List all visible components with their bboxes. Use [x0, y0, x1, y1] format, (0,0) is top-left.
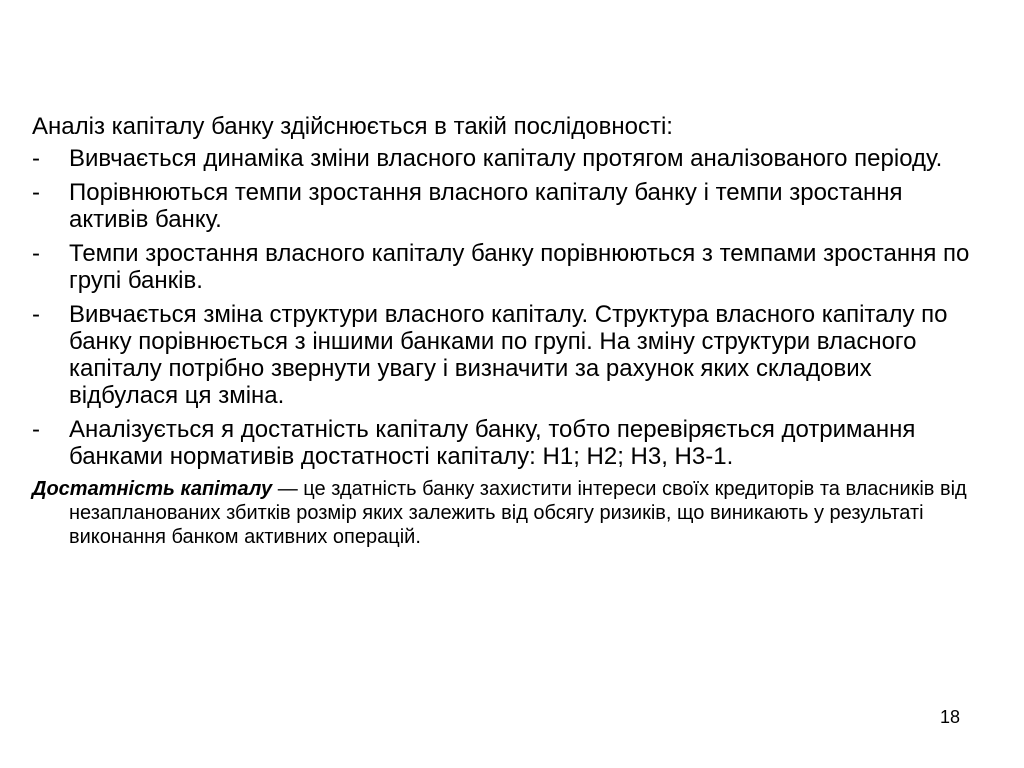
list-item	[32, 416, 972, 470]
definition-text: — це здатність банку захистити інтереси своїх кредиторів та власників від незапланованих збитків розмір яких залежить від обсягу ризиків, що виникають у результаті виконання банком активних операцій.	[69, 478, 967, 548]
bullet-text: Порівнюються темпи зростання власного капіталу банку і темпи зростання активів банку.	[69, 179, 903, 233]
bullet-list	[32, 145, 972, 470]
bullet-text: Вивчається динаміка зміни власного капіталу протягом аналізованого періоду.	[69, 145, 943, 172]
list-item	[32, 301, 972, 409]
bullet-text: Вивчається зміна структури власного капіталу. Структура власного капіталу по банку порівнюється з іншими банками по групі. На зміну структури власного капіталу потрібно звернути увагу і визначити за рахунок яких складових відбулася ця зміна.	[69, 301, 948, 409]
bullet-marker: -	[32, 301, 40, 328]
definition-paragraph	[32, 477, 972, 549]
list-item	[32, 145, 972, 172]
list-item	[32, 179, 972, 233]
bullet-text: Темпи зростання власного капіталу банку порівнюються з темпами зростання по групі банків.	[69, 240, 970, 294]
list-item	[32, 240, 972, 294]
page-number: 18	[940, 707, 961, 727]
intro-text: Аналіз капіталу банку здійснюється в такій послідовності:	[32, 113, 673, 140]
bullet-text: Аналізується я достатність капіталу банку, тобто перевіряється дотримання банками нормативів достатності капіталу: Н1; Н2; Н3, Н3-1.	[69, 416, 916, 470]
bullet-marker: -	[32, 145, 40, 172]
slide-content	[32, 112, 972, 569]
bullet-marker: -	[32, 416, 40, 443]
bullet-marker: -	[32, 240, 40, 267]
bullet-marker: -	[32, 179, 40, 206]
definition-term: Достатність капіталу	[32, 478, 273, 500]
